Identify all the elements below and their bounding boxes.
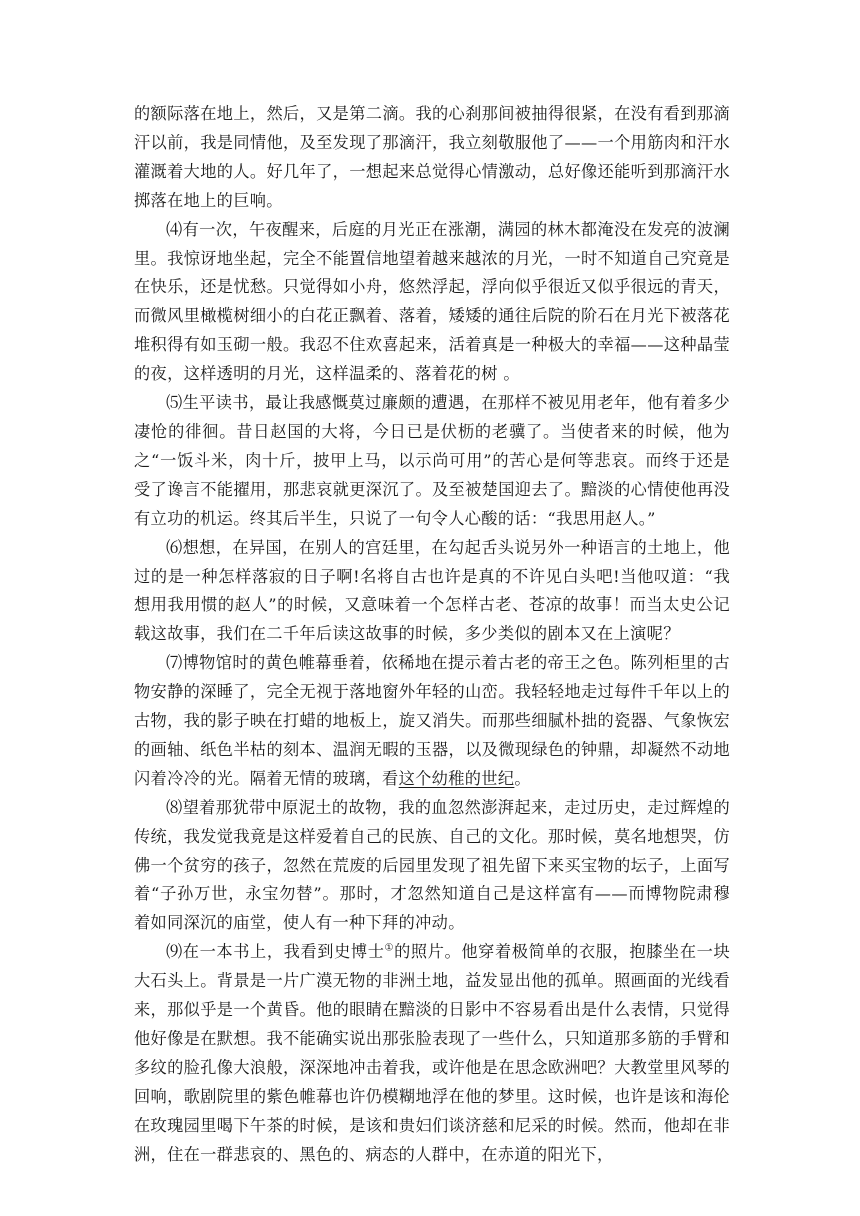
paragraph-8-text: ⑻望着那犹带中原泥土的故物，我的血忽然澎湃起来，走过历史，走过辉煌的传统，我发觉我竟是这样爱着自己的民族、自己的文化。那时候，莫名地想哭，仿佛一个贫穷的孩子，忽然在荒废的后园里发现了祖先留下来买宝物的坛子，上面写着“子孙万世，永宝勿替”。那时，才忽然知道自己是这样富有——而博物院肃穆着如同深沉的庙堂，使人有一种下拜的冲动。 [134,797,730,933]
article-body [134,100,730,1170]
paragraph-5 [134,389,730,534]
underlined-phrase: 这个幼稚的世纪 [398,768,515,788]
paragraph-4 [134,216,730,389]
paragraph-3-continuation [134,100,730,216]
paragraph-9-start: ⑼在一本书上，我看到史博士 [166,942,385,962]
paragraph-7-end: 。 [514,768,531,788]
paragraph-5-text: ⑸生平读书，最让我感慨莫过廉颇的遭遇，在那样不被见用老年，他有着多少凄怆的徘徊。昔日赵国的大将，今日已是伏枥的老骥了。当使者来的时候，他为之“一饭斗米，肉十斤，披甲上马，以示尚可用”的苦心是何等悲哀。而终于还是受了谗言不能擢用，那悲哀就更深沉了。及至被楚国迎去了。黯淡的心情使他再没有立功的机运。终其后半生，只说了一句令人心酸的话：“我思用赵人。” [134,393,730,528]
paragraph-7-text: ⑺博物馆时的黄色帷幕垂着，依稀地在提示着古老的帝王之色。陈列柜里的古物安静的深睡了，完全无视于落地窗外年轻的山峦。我轻轻地走过每件千年以上的古物，我的影子映在打蜡的地板上，旋又消失。而那些细腻朴拙的瓷器、气象恢宏的画轴、纸色半枯的刻本、温润无暇的玉器，以及微现绿色的钟鼎，却凝然不动地闪着冷冷的光。隔着无情的玻璃，看 [134,653,730,788]
paragraph-6 [134,534,730,650]
paragraph-6-text: ⑹想想，在异国，在别人的宫廷里，在勾起舌头说另外一种语言的土地上，他过的是一种怎样落寂的日子啊!名将自古也许是真的不许见白头吧!当他叹道：“我想用我用惯的赵人”的时候，又意味着一个怎样古老、苍凉的故事！而当太史公记载这故事，我们在二千年后读这故事的时候，多少类似的剧本又在上演呢？ [134,537,730,644]
paragraph-3-text: 的额际落在地上，然后，又是第二滴。我的心刹那间被抽得很紧，在没有看到那滴汗以前，我是同情他，及至发现了那滴汗，我立刻敬服他了——一个用筋肉和汗水灌溉着大地的人。好几年了，一想起来总觉得心情激动，总好像还能听到那滴汗水掷落在地上的巨响。 [134,104,730,210]
paragraph-4-text: ⑷有一次，午夜醒来，后庭的月光正在涨潮，满园的林木都淹没在发亮的波澜里。我惊讶地坐起，完全不能置信地望着越来越浓的月光，一时不知道自己究竟是在快乐，还是忧愁。只觉得如小舟，悠然浮起，浮向似乎很近又似乎很远的青天，而微风里橄榄树细小的白花正飘着、落着，矮矮的通往后院的阶石在月光下被落花堆积得有如玉砌一般。我忍不住欢喜起来，活着真是一种极大的幸福——这种晶莹的夜，这样透明的月光，这样温柔的、落着花的树 。 [134,219,730,384]
paragraph-7 [134,649,730,794]
paragraph-8 [134,794,730,939]
paragraph-9-text: 的照片。他穿着极简单的衣服，抱膝坐在一块大石头上。背景是一片广漠无物的非洲土地，益发显出他的孤单。照画面的光线看来，那似乎是一个黄昏。他的眼睛在黯淡的日影中不容易看出是什么表情，只觉得他好像是在默想。我不能确实说出那张脸表现了一些什么，只知道那多筋的手臂和多纹的脸孔像大浪般，深深地冲击着我，或许他是在思念欧洲吧？大教堂里风琴的回响，歌剧院里的紫色帷幕也许仍模糊地浮在他的梦里。这时候，也许是该和海伦在玫瑰园里喝下午茶的时候，是该和贵妇们谈济慈和尼采的时候。然而，他却在非洲，住在一群悲哀的、黑色的、病态的人群中，在赤道的阳光下， [134,942,730,1164]
paragraph-9 [134,938,730,1169]
footnote-marker: ① [384,942,395,954]
